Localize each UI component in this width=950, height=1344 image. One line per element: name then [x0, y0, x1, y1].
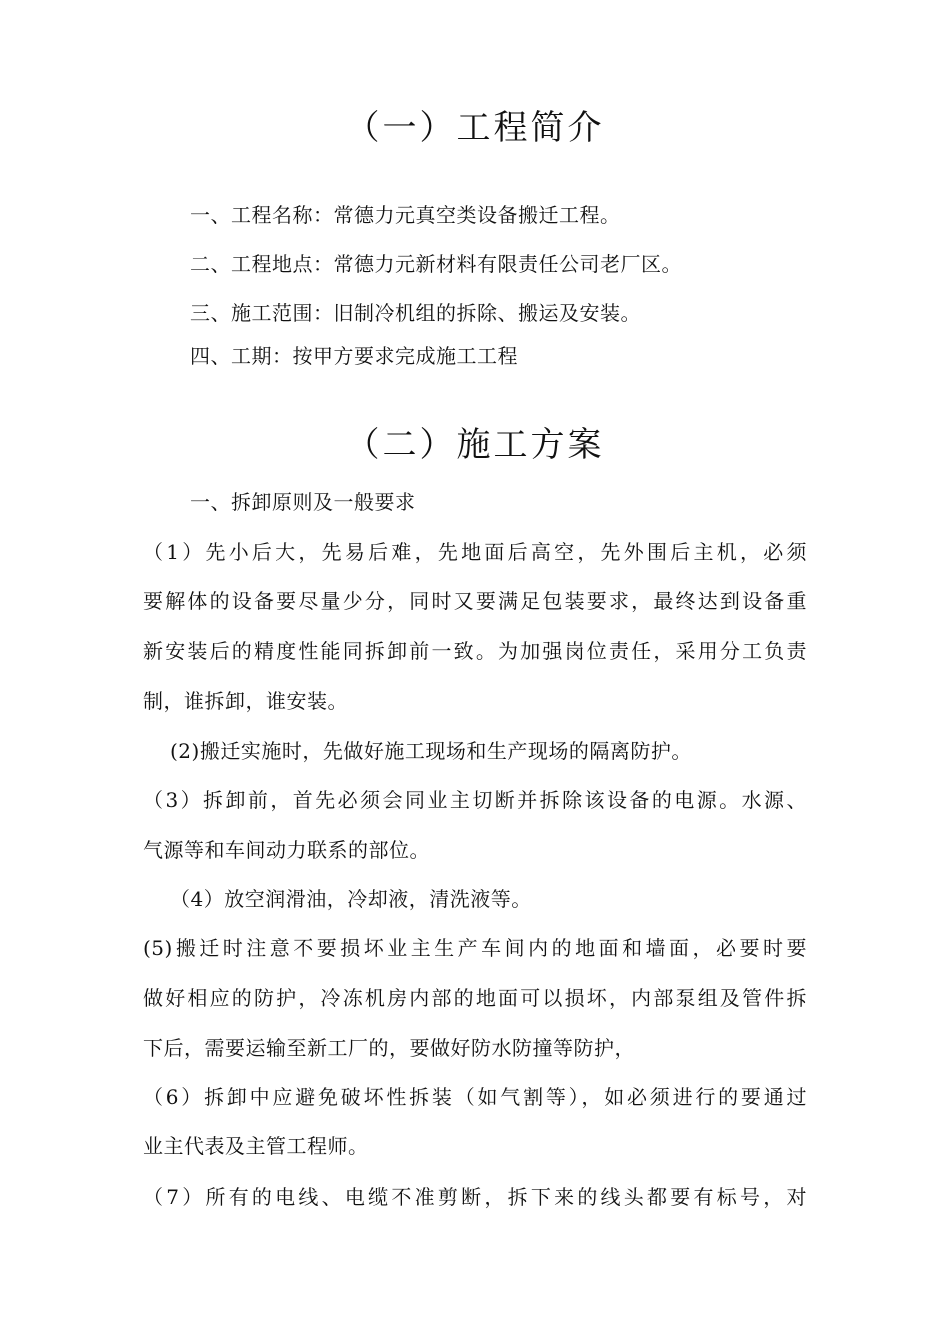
paragraph-line: 气源等和车间动力联系的部位。: [143, 838, 430, 862]
paragraph-line: 业主代表及主管工程师。: [143, 1134, 369, 1158]
paragraph-line: （4）放空润滑油，冷却液，清洗液等。: [170, 887, 532, 911]
paragraph-line: (2)搬迁实施时，先做好施工现场和生产现场的隔离防护。: [170, 739, 692, 763]
paragraph-line: (5)搬迁时注意不要损坏业主生产车间内的地面和墙面，必要时要: [143, 936, 807, 960]
construction-scope-line: 三、施工范围：旧制冷机组的拆除、搬运及安装。: [190, 301, 641, 325]
section-2-title: （二）施工方案: [345, 425, 605, 465]
paragraph-line: 下后，需要运输至新工厂的，要做好防水防撞等防护，: [143, 1036, 635, 1060]
project-location-line: 二、工程地点：常德力元新材料有限责任公司老厂区。: [190, 252, 682, 276]
paragraph-line: （1）先小后大，先易后难，先地面后高空，先外围后主机，必须: [143, 540, 807, 564]
construction-period-line: 四、工期：按甲方要求完成施工工程: [190, 344, 518, 368]
project-name-line: 一、工程名称：常德力元真空类设备搬迁工程。: [190, 203, 621, 227]
paragraph-line: （6）拆卸中应避免破坏性拆装（如气割等），如必须进行的要通过: [143, 1085, 807, 1109]
paragraph-line: （3）拆卸前，首先必须会同业主切断并拆除该设备的电源。水源、: [143, 788, 807, 812]
paragraph-line: 制，谁拆卸，谁安装。: [143, 689, 348, 713]
paragraph-line: 新安装后的精度性能同拆卸前一致。为加强岗位责任，采用分工负责: [143, 639, 807, 663]
section-1-title: （一）工程简介: [345, 108, 605, 148]
paragraph-line: 要解体的设备要尽量少分，同时又要满足包装要求，最终达到设备重: [143, 589, 807, 613]
paragraph-line: （7）所有的电线、电缆不准剪断，拆下来的线头都要有标号，对: [143, 1185, 807, 1209]
paragraph-line: 做好相应的防护，冷冻机房内部的地面可以损坏，内部泵组及管件拆: [143, 986, 807, 1010]
section-2-subtitle: 一、拆卸原则及一般要求: [190, 490, 416, 514]
